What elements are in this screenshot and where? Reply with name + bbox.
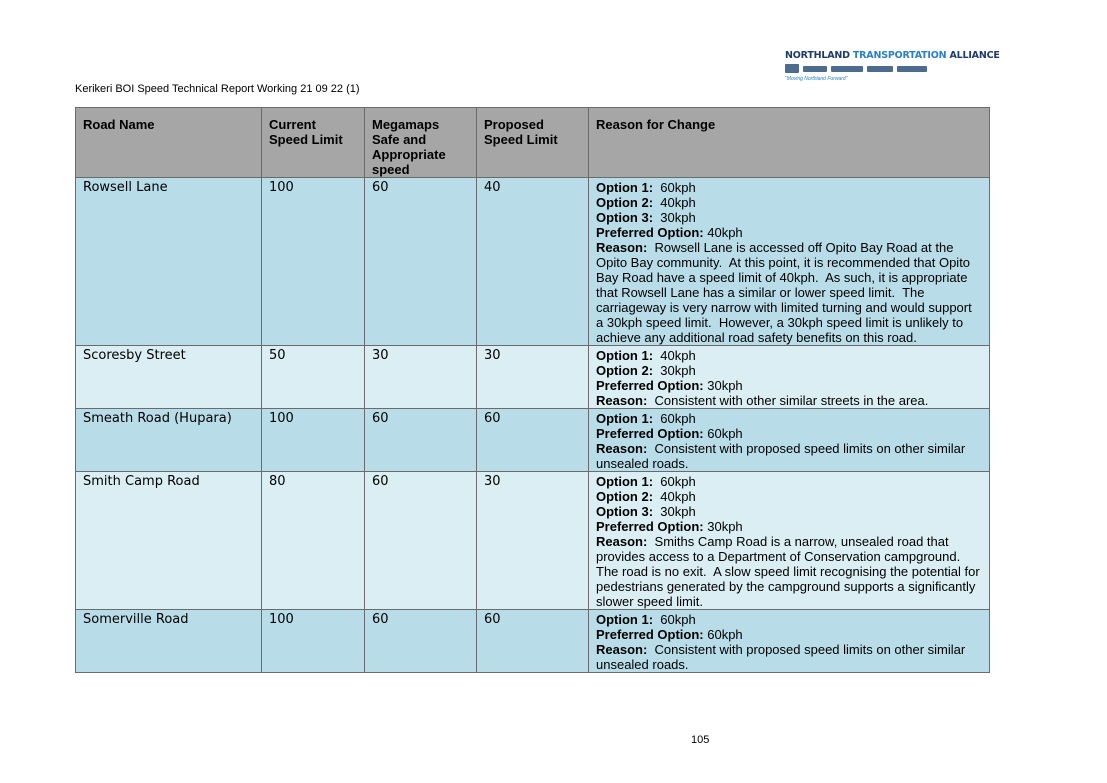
reason-line-text: 30kph [653, 363, 696, 378]
reason-cell [589, 409, 990, 472]
reason-line-label: Option 3: [596, 210, 654, 225]
reason-line [596, 240, 982, 345]
reason-line-label: Reason: [596, 393, 648, 408]
reason-line-text: 40kph [703, 225, 743, 240]
table-header-row [76, 108, 990, 178]
table-row [76, 472, 990, 610]
reason-line-text: 60kph [703, 426, 743, 441]
road-name-cell: Smeath Road (Hupara) [76, 409, 262, 472]
proposed-speed-cell: 40 [477, 178, 589, 346]
reason-line-label: Option 3: [596, 504, 654, 519]
megamaps-speed-cell: 60 [365, 610, 477, 673]
reason-line [596, 612, 982, 627]
speed-limit-table [75, 107, 990, 673]
reason-line-label: Option 1: [596, 612, 654, 627]
reason-line [596, 411, 982, 426]
proposed-speed-cell: 60 [477, 610, 589, 673]
logo-word-transportation: TRANSPORTATION [852, 50, 947, 61]
current-speed-cell: 100 [262, 409, 365, 472]
partner-logos [785, 64, 955, 73]
current-speed-cell: 50 [262, 346, 365, 409]
document-title: Kerikeri BOI Speed Technical Report Working 21 09 22 (1) [75, 83, 360, 95]
reason-line [596, 474, 982, 489]
reason-line-text: 60kph [653, 474, 696, 489]
reason-line-label: Preferred Option: [596, 378, 704, 393]
reason-line-text: 30kph [703, 378, 743, 393]
megamaps-speed-cell: 60 [365, 409, 477, 472]
reason-line-text: Consistent with proposed speed limits on other similar unsealed roads. [596, 642, 969, 672]
page-number: 105 [691, 734, 710, 746]
reason-line [596, 441, 982, 471]
reason-line [596, 393, 982, 408]
reason-line-label: Option 2: [596, 363, 654, 378]
reason-line [596, 225, 982, 240]
column-header-megamaps-speed: Megamaps Safe and Appropriate speed [365, 108, 477, 178]
column-header-reason: Reason for Change [589, 108, 990, 178]
megamaps-speed-cell: 30 [365, 346, 477, 409]
reason-line-label: Reason: [596, 441, 648, 456]
reason-line-label: Preferred Option: [596, 225, 704, 240]
reason-cell [589, 346, 990, 409]
partner-logo-icon [785, 64, 799, 73]
reason-line-text: 60kph [653, 180, 696, 195]
current-speed-cell: 100 [262, 610, 365, 673]
reason-line [596, 180, 982, 195]
reason-line-label: Option 1: [596, 348, 654, 363]
road-name-cell: Smith Camp Road [76, 472, 262, 610]
partner-logo-icon [867, 66, 893, 72]
reason-line-text: Consistent with proposed speed limits on other similar unsealed roads. [596, 441, 969, 471]
reason-line [596, 504, 982, 519]
reason-line-text: 30kph [653, 210, 696, 225]
reason-line-text: 60kph [653, 411, 696, 426]
reason-line-label: Reason: [596, 642, 648, 657]
reason-line [596, 519, 982, 534]
proposed-speed-cell: 60 [477, 409, 589, 472]
column-header-proposed-speed: Proposed Speed Limit [477, 108, 589, 178]
reason-line [596, 642, 982, 672]
logo-word-alliance: ALLIANCE [946, 50, 1000, 61]
column-header-current-speed: Current Speed Limit [262, 108, 365, 178]
reason-line-text: Rowsell Lane is accessed off Opito Bay Road at the Opito Bay community. At this point, it is recommended that Opito Bay Road have a speed limit of 40kph. As such, it is appropriate that Rowsell Lane has a similar or lower speed limit. The carriageway is very narrow with limited turning and would support a 30kph speed limit. However, a 30kph speed limit is unlikely to achieve any additional road safety benefits on this road. [596, 240, 976, 345]
reason-line-label: Reason: [596, 534, 648, 549]
reason-line-label: Preferred Option: [596, 426, 704, 441]
reason-line-label: Preferred Option: [596, 519, 704, 534]
reason-line-text: 40kph [653, 195, 696, 210]
reason-line-text: 30kph [703, 519, 743, 534]
reason-line [596, 534, 982, 609]
proposed-speed-cell: 30 [477, 472, 589, 610]
current-speed-cell: 80 [262, 472, 365, 610]
partner-logo-icon [831, 66, 863, 72]
reason-line [596, 489, 982, 504]
table-row [76, 409, 990, 472]
reason-line-label: Option 1: [596, 411, 654, 426]
reason-line-label: Option 2: [596, 489, 654, 504]
reason-line-text: 40kph [653, 489, 696, 504]
reason-line-label: Preferred Option: [596, 627, 704, 642]
reason-line-label: Option 1: [596, 180, 654, 195]
reason-cell [589, 178, 990, 346]
logo-word-northland: NORTHLAND [785, 50, 853, 61]
reason-line [596, 363, 982, 378]
logo-wordmark [785, 50, 1000, 61]
reason-line-text: Consistent with other similar streets in the area. [647, 393, 929, 408]
megamaps-speed-cell: 60 [365, 178, 477, 346]
partner-logo-icon [803, 66, 827, 72]
column-header-road-name: Road Name [76, 108, 262, 178]
table-row [76, 346, 990, 409]
logo-tagline: "Moving Northland Forward" [785, 76, 848, 82]
reason-line-label: Option 2: [596, 195, 654, 210]
reason-line-text: 60kph [653, 612, 696, 627]
reason-cell [589, 472, 990, 610]
reason-line [596, 210, 982, 225]
reason-line-label: Option 1: [596, 474, 654, 489]
current-speed-cell: 100 [262, 178, 365, 346]
table-row [76, 178, 990, 346]
reason-line [596, 627, 982, 642]
reason-line-text: 40kph [653, 348, 696, 363]
partner-logo-icon [897, 66, 927, 72]
road-name-cell: Scoresby Street [76, 346, 262, 409]
reason-line [596, 426, 982, 441]
reason-line [596, 378, 982, 393]
northland-transportation-alliance-logo [785, 50, 1000, 82]
reason-line-label: Reason: [596, 240, 648, 255]
road-name-cell: Somerville Road [76, 610, 262, 673]
megamaps-speed-cell: 60 [365, 472, 477, 610]
table-row [76, 610, 990, 673]
reason-line [596, 195, 982, 210]
reason-cell [589, 610, 990, 673]
road-name-cell: Rowsell Lane [76, 178, 262, 346]
reason-line-text: 30kph [653, 504, 696, 519]
reason-line-text: 60kph [703, 627, 743, 642]
proposed-speed-cell: 30 [477, 346, 589, 409]
reason-line-text: Smiths Camp Road is a narrow, unsealed road that provides access to a Department of Conservation campground. The road is no exit. A slow speed limit recognising the potential for pedestrians generated by the campground supports a significantly slower speed limit. [596, 534, 984, 609]
reason-line [596, 348, 982, 363]
